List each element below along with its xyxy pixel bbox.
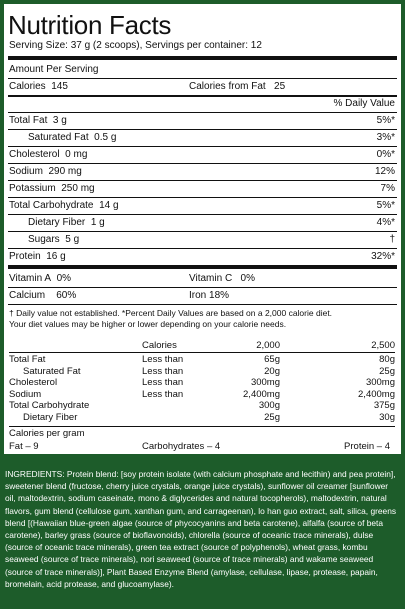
nutrient-row (9, 199, 395, 213)
table-cell: 25g (379, 365, 395, 377)
divider (8, 214, 397, 215)
nutrient-dv: 32%* (371, 251, 395, 262)
nutrient-label: Potassium (9, 183, 56, 194)
nutrient-dv: 0%* (376, 149, 395, 160)
nutrient-row (9, 250, 395, 264)
reference-table-body (9, 354, 395, 424)
amount-per-serving: Amount Per Serving (9, 64, 99, 75)
calories-from-fat-label: Calories from Fat (189, 81, 266, 92)
vitamin-label: Vitamin A (9, 273, 52, 284)
table-header-row (9, 340, 395, 352)
table-cell: 300mg (250, 377, 280, 389)
divider (8, 163, 397, 164)
nutrient-row (9, 165, 395, 179)
vitamin-value: 60% (56, 290, 77, 301)
divider (8, 231, 397, 232)
nutrient-amount: 14 g (99, 200, 119, 211)
table-cell: Less than (142, 354, 184, 365)
table-cell: 2,000 (256, 340, 280, 351)
fat-per-gram: Fat – 9 (9, 441, 39, 452)
calories-row (9, 80, 395, 94)
nutrient-label: Cholesterol (9, 149, 60, 160)
protein-per-gram: Protein – 4 (344, 441, 390, 452)
vitamin-row (9, 272, 395, 286)
calories-per-gram-label: Calories per gram (9, 428, 85, 439)
divider (8, 197, 397, 198)
dv-header-row (9, 97, 395, 111)
table-row (9, 377, 395, 389)
divider (8, 78, 397, 79)
divider (8, 248, 397, 249)
nutrient-row (9, 114, 395, 128)
table-cell: 2,400mg (358, 388, 395, 400)
nutrient-dv: 5%* (376, 115, 395, 126)
nutrient-row (9, 148, 395, 162)
nutrient-label: Saturated Fat (28, 132, 89, 143)
nutrient-row (28, 216, 395, 230)
table-cell: Calories (142, 340, 177, 351)
divider (8, 112, 397, 113)
nutrient-row (28, 233, 395, 247)
divider (8, 146, 397, 147)
nutrient-amount: 5 g (65, 234, 80, 245)
divider (8, 287, 397, 288)
table-cell: Dietary Fiber (23, 411, 78, 423)
vitamin-value: 0% (240, 273, 255, 284)
nutrient-amount: 0.5 g (94, 132, 117, 143)
table-cell: 25g (264, 411, 280, 423)
table-cell: 375g (373, 400, 395, 412)
table-cell: Total Carbohydrate (9, 400, 90, 412)
footnote-dv: † Daily value not established. *Percent Daily Values are based on a 2,000 calorie diet. (9, 308, 333, 318)
dv-header: % Daily Value (333, 98, 395, 109)
footnote-diet: Your diet values may be higher or lower depending on your calorie needs. (9, 319, 287, 329)
serving-size: Serving Size: 37 g (2 scoops), Servings per container: 12 (9, 40, 262, 51)
nutrient-row (28, 131, 395, 145)
nutrient-label: Sodium (9, 166, 43, 177)
table-cell: 65g (264, 354, 280, 365)
nutrient-dv: 7% (380, 183, 395, 194)
nutrient-dv: † (389, 234, 395, 245)
nutrient-label: Total Fat (9, 115, 48, 126)
table-cell: 2,400mg (243, 388, 280, 400)
table-cell: 20g (264, 365, 280, 377)
divider (8, 129, 397, 130)
calories-from-fat-value: 25 (274, 81, 286, 92)
nutrient-amount: 16 g (46, 251, 66, 262)
nutrient-label: Dietary Fiber (28, 217, 86, 228)
nutrient-label: Protein (9, 251, 41, 262)
reference-table (9, 340, 395, 352)
table-cell: 80g (379, 354, 395, 365)
nutrient-dv: 5%* (376, 200, 395, 211)
table-divider (9, 352, 395, 353)
table-cell: Less than (142, 365, 184, 377)
panel-title: Nutrition Facts (8, 10, 172, 40)
vitamin-label: Vitamin C (189, 273, 233, 284)
nutrient-amount: 250 mg (61, 183, 95, 194)
table-cell: 2,500 (371, 340, 395, 351)
table-divider (9, 426, 395, 427)
vitamin-label: Calcium (9, 290, 46, 301)
nutrient-amount: 1 g (90, 217, 105, 228)
nutrient-dv: 4%* (376, 217, 395, 228)
nutrient-amount: 3 g (52, 115, 67, 126)
table-cell: 300g (258, 400, 280, 412)
table-cell: Less than (142, 377, 184, 389)
vitamin-value: 0% (56, 273, 72, 284)
nutrient-dv: 3%* (376, 132, 395, 143)
table-cell: Sodium (9, 388, 42, 400)
table-row (9, 400, 395, 412)
vitamin-label: Iron (189, 290, 207, 301)
thick-divider (8, 265, 397, 269)
vitamin-value: 18% (209, 290, 230, 301)
table-cell: 300mg (365, 377, 395, 389)
vitamin-row (9, 289, 395, 303)
calories-per-gram-row (9, 441, 395, 452)
table-row (9, 354, 395, 366)
nutrient-label: Total Carbohydrate (9, 200, 94, 211)
divider (8, 180, 397, 181)
calories-value: 145 (51, 81, 68, 92)
ingredients-text: INGREDIENTS: Protein blend: [soy protein isolate (with calcium phosphate and lecithin) and pea protein], sweetener blend (fructose, cherry juice crystals, orange juice crystals), sunflower oil creamer [sunflower oil, maltodextrin, sodium caseinate, mono & diglycerides and natural tocopherols), maltodextrin, natural flavors, gum blend (cellulose gum, xanthan gum, and carrageenan), lo han guo extract, salt, silica, greens blend [(Hawaiian blue-green algae (source of phycocyanins and beta carotene), alfalfa (source of beta carotene), barley grass (source of bioflavonoids), chlorella (source of oceanic trace minerals), dulse (source of oceanic trace minerals), green tea extract (source of polyphenols), wheat grass, kombu seaweed (source of trace minerals), nori seaweed (source of trace minerals) and wakame seaweed (source of trace minerals)], Plant Based Enzyme Blend (amylase, cellulase, lipase, protease, papain, bromelain, acid protease, and glucoamylase). (5, 469, 397, 589)
table-cell: Saturated Fat (23, 365, 81, 377)
table-row (9, 389, 395, 401)
carbs-per-gram: Carbohydrates – 4 (142, 441, 221, 452)
table-cell: Cholesterol (9, 377, 58, 389)
nutrient-label: Sugars (28, 234, 60, 245)
nutrient-row (9, 182, 395, 196)
calories-label: Calories (9, 81, 46, 92)
divider (8, 304, 397, 305)
table-cell: Total Fat (9, 354, 46, 365)
nutrient-amount: 0 mg (65, 149, 88, 160)
table-row (9, 366, 395, 378)
nutrient-dv: 12% (374, 166, 395, 177)
nutrient-amount: 290 mg (48, 166, 82, 177)
thick-divider (8, 56, 397, 60)
table-row (9, 412, 395, 424)
table-cell: 30g (379, 411, 395, 423)
nutrition-facts-panel (4, 4, 401, 454)
table-cell: Less than (142, 388, 184, 400)
